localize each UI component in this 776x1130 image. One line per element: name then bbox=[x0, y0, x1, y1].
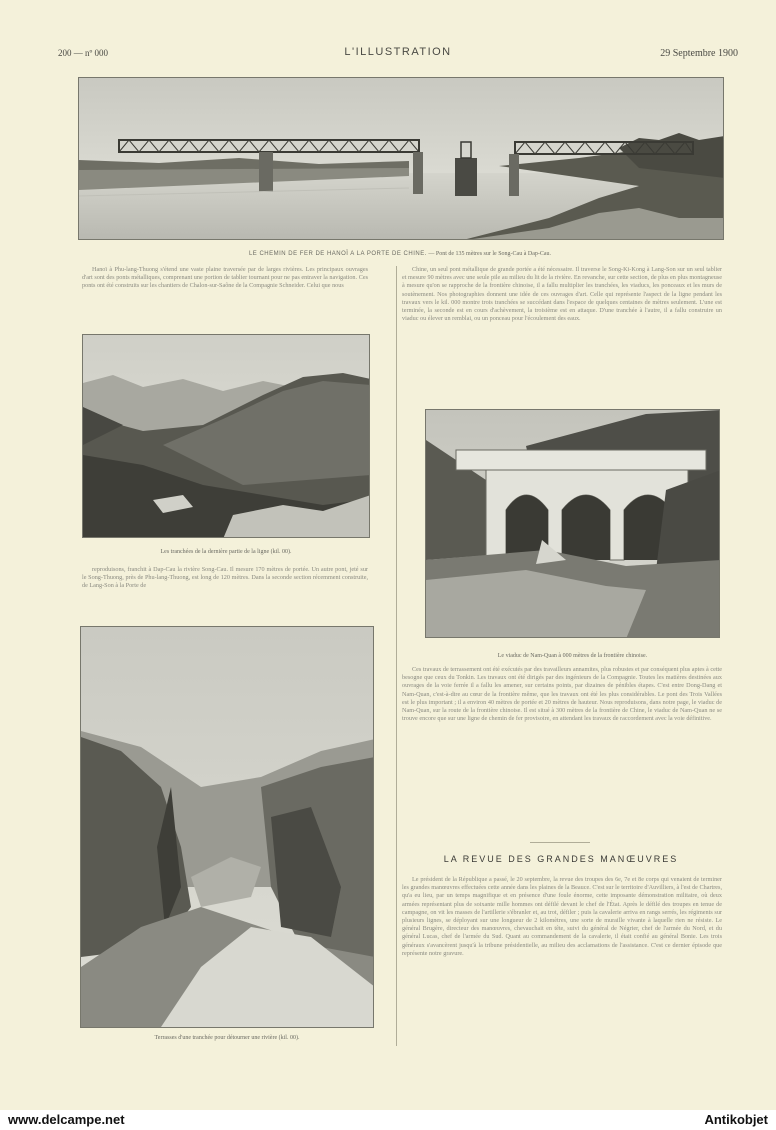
viaduct-caption: Le viaduc de Nam-Quan à 000 mètres de la frontière chinoise. bbox=[497, 653, 648, 659]
footer-right-brand: Antikobjet bbox=[704, 1112, 768, 1127]
watermark-footer bbox=[0, 1110, 776, 1130]
column-divider bbox=[396, 266, 397, 1046]
article-col2-top: Chine, un seul pont métallique de grande portée a été nécessaire. Il traverse le Song-Ki-Kong à Lang-Son sur un seul tablier et mesure 90 mètres avec une seule pile au milieu du lit de la rivière. En revanche, sur cette section, de plus en plus montagneuse à mesure qu'on se rapproche de la frontière chinoise, il a fallu multiplier les tranchées, les viaducs, les ponceaux et les murs de soutènement. Nos photographies donnent une idée de ces ouvrages d'art. Celle qui représente l'aspect de la ligne pendant les travaux vers le kil. 000 montre trois tranchées se succédant dans l'espace de quelques centaines de mètres seulement. L'une est terminée, la seconde est en cours d'achèvement, la troisième est en attaque. D'une tranchée à l'autre, il a fallu construire un viaduc ou élever un remblai, ou un ponceau pour l'écoulement des eaux. bbox=[402, 266, 722, 323]
page-header bbox=[58, 44, 738, 64]
section-title: LA REVUE DES GRANDES MANŒUVRES bbox=[443, 854, 679, 864]
bridge-caption: LE CHEMIN DE FER DE HANOÏ A LA PORTE DE CHINE. — Pont de 135 mètres sur le Song-Cau à Dap-Cau. bbox=[248, 251, 552, 257]
article-col2-mid: Ces travaux de terrassement ont été exécutés par des travailleurs annamites, plus robustes et par conséquent plus aptes à cette besogne que ceux du Tonkin. Les travaux ont été dirigés par des ingénieurs de la Compagnie. Toutes les matières destinées aux ouvrages de la voie ferrée il a fallu les amener, sur certains points, par dizaines de pénibles étapes. C'est entre Dong-Dang et Nam-Quan, c'est-à-dire au cœur de la frontière même, que les travaux ont été les plus considérables. Le pont des Trois Vallées est le plus important ; il a environ 40 mètres de portée et 20 mètres de hauteur. Nous reproduisons, dans notre page, le viaduc de Nam-Quan, sur la route de la frontière chinoise. Il est situé à 300 mètres de la frontière de Chine, le viaduc de Nam-Quan ne se trouve encore que sur une ligne de chemin de fer provisoire, en attendant les travaux de raccordement avec la voie définitive. bbox=[402, 666, 722, 723]
footer-left-link[interactable]: www.delcampe.net bbox=[8, 1112, 125, 1127]
ravine-photo bbox=[80, 626, 374, 1028]
publication-title: L'ILLUSTRATION bbox=[344, 46, 452, 58]
article-col1-top: Hanoï à Phu-lang-Thuong s'étend une vaste plaine traversée par de larges rivières. Les principaux ouvrages d'art sont des ponts métalliques, comprenant une portion de tablier tournant pour ne pas entraver la navigation. Ces ponts ont été construits sur les chantiers de Chalon-sur-Saône de la Compagnie Schneider. Celui que nous bbox=[82, 266, 368, 290]
article-col1-mid: reproduisons, franchit à Dap-Cau la rivière Song-Cau. Il mesure 170 mètres de portée. Un autre pont, jeté sur le Song-Thuong, près de Phu-lang-Thuong, est long de 120 mètres. Dans la seconde section récemment construite, de Lang-Son à la Porte de bbox=[82, 566, 368, 590]
mountains-caption: Les tranchées de la dernière partie de la ligne (kil. 00). bbox=[160, 549, 292, 555]
viaduct-photo bbox=[425, 409, 720, 638]
page-number: 200 — nº 000 bbox=[58, 48, 109, 58]
article-revue: Le président de la République a passé, le 20 septembre, la revue des troupes des 6e, 7e et 8e corps qui venaient de terminer les grandes manœuvres effectuées cette année dans les plaines de la Beauce. C'est sur le territoire d'Auvilliers, à l'est de Chartres, qu'a eu lieu, par un temps magnifique et en présence d'une foule énorme, cette imposante démonstration militaire, où deux armées représentant plus de soixante mille hommes ont défilé devant le chef de l'État. Après le défilé des troupes en tenue de campagne, on vit les masses de l'artillerie s'ébranler et, au trot, défiler ; puis la cavalerie arriva en rangs serrés, les régiments sur plusieurs lignes, se déployant sur une longueur de 2 kilomètres, une sorte de muraille vivante à laquelle rien ne résiste. Le général Brugère, directeur des manœuvres, chevauchait en tête, suivi du général de Négrier, chef de l'armée du Nord, et du général Lucas, chef de l'armée du Sud. Quant au commandement de la cavalerie, il était confié au général Bonie. Les trois généraux s'avancèrent jusqu'à la tribune présidentielle, au milieu des acclamations de l'assistance. C'est ce dernier épisode que représente notre gravure. bbox=[402, 876, 722, 957]
section-rule bbox=[530, 842, 590, 843]
mountains-photo bbox=[82, 334, 370, 538]
issue-date: 29 Septembre 1900 bbox=[660, 48, 738, 59]
bridge-photo bbox=[78, 77, 724, 240]
ravine-caption: Terrasses d'une tranchée pour détourner une rivière (kil. 00). bbox=[154, 1035, 300, 1041]
